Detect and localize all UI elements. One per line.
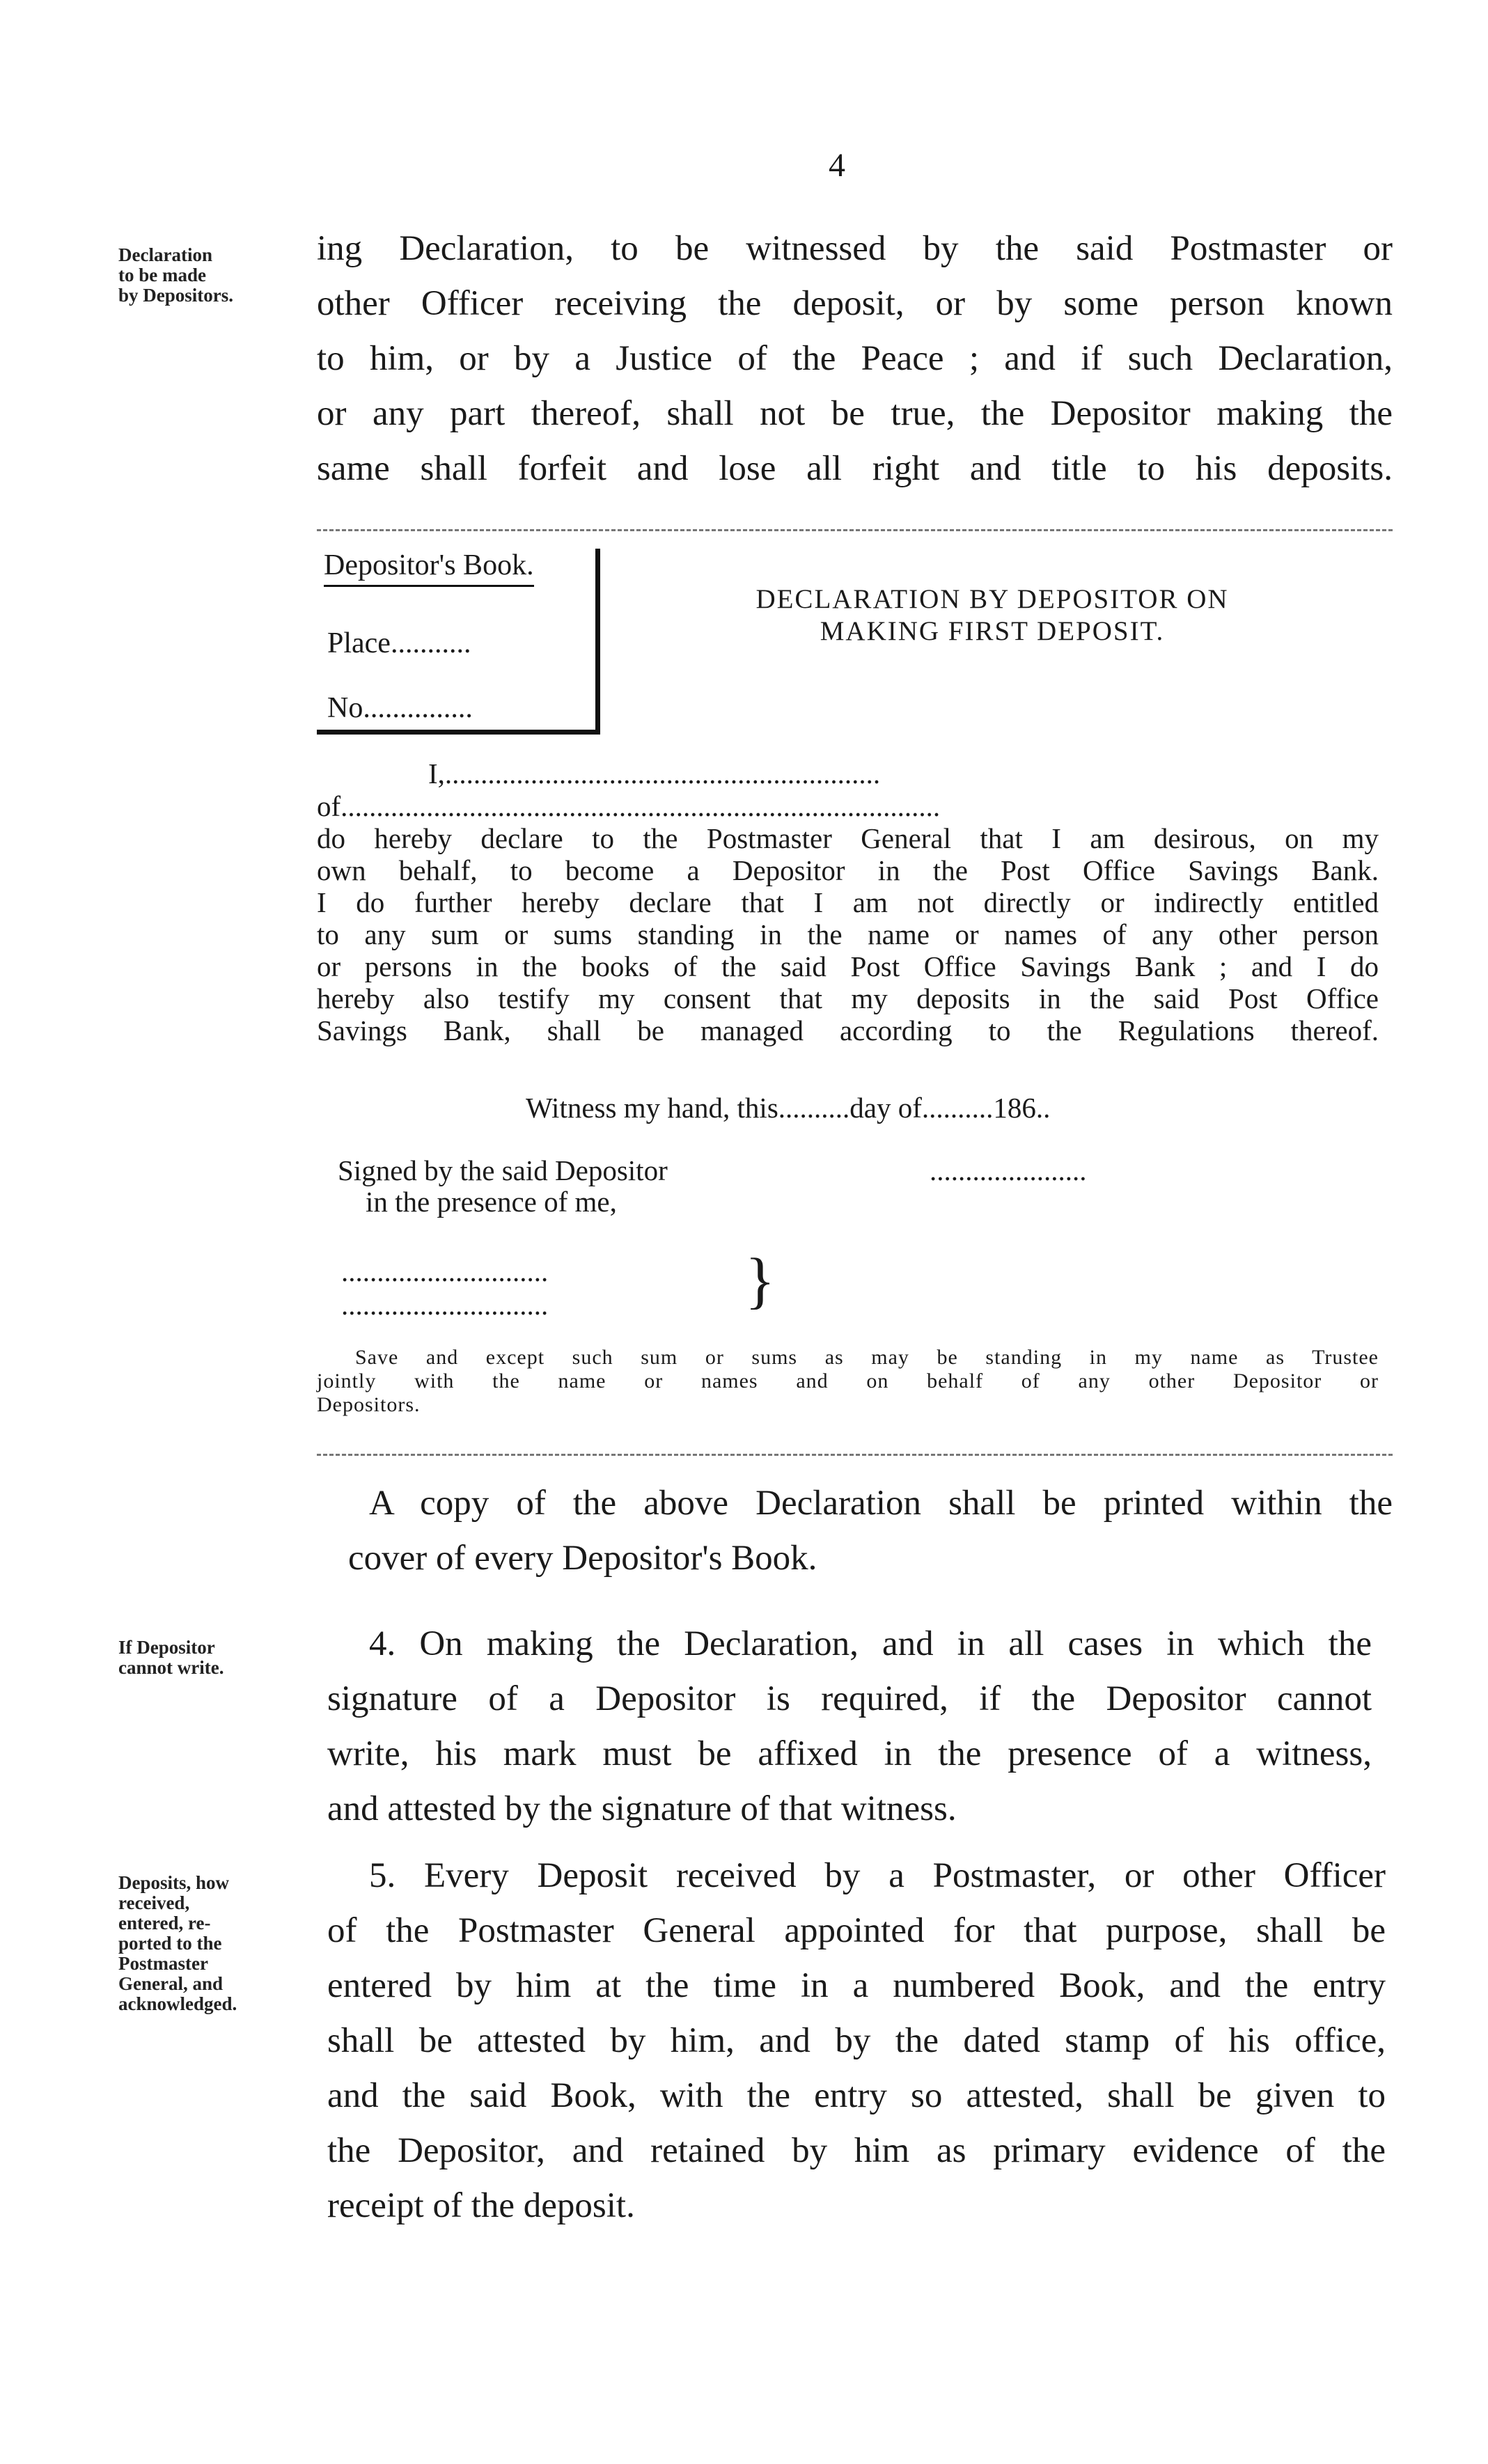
text-line: jointly with the name or names and on behalf of any other Depositor or	[317, 1370, 1379, 1392]
margin-note-cannot-write	[118, 1638, 327, 1678]
text-line: of the Postmaster General appointed for that purpose, shall be	[327, 1911, 1386, 1950]
text-line: shall be attested by him, and by the dated stamp of his office,	[327, 2021, 1386, 2060]
text-line: and the said Book, with the entry so attested, shall be given to	[327, 2076, 1386, 2115]
margin-note-line: acknowledged.	[118, 1993, 237, 2014]
text-line: signature of a Depositor is required, if the Depositor cannot	[327, 1679, 1372, 1718]
text-line: A copy of the above Declaration shall be printed within the	[369, 1484, 1393, 1523]
margin-note-line: ported to the	[118, 1933, 222, 1954]
section-4	[327, 1617, 1372, 1837]
text-line: or any part thereof, shall not be true, the Depositor making the	[317, 394, 1393, 433]
number-field: No...............	[327, 692, 473, 724]
witness-field-2: .............................	[341, 1289, 549, 1321]
depositors-book-box	[317, 549, 600, 735]
text-line: to him, or by a Justice of the Peace ; and if such Declaration,	[317, 339, 1393, 378]
text-line: cover of every Depositor's Book.	[348, 1539, 817, 1578]
margin-note-deposits	[118, 1873, 327, 2014]
declaration-form	[317, 529, 1393, 1456]
intro-paragraph	[317, 221, 1393, 496]
text-line: ing Declaration, to be witnessed by the said Postmaster or	[317, 229, 1393, 268]
witness-field-1: .............................	[341, 1255, 549, 1287]
text-line: Save and except such sum or sums as may be standing in my name as Trustee	[355, 1346, 1379, 1369]
text-line: I do further hereby declare that I am not directly or indirectly entitled	[317, 886, 1379, 918]
text-line: to any sum or sums standing in the name or names of any other person	[317, 918, 1379, 950]
margin-note-line: General, and	[118, 1973, 224, 1994]
declaration-text	[317, 790, 1379, 1046]
text-line: the Depositor, and retained by him as primary evidence of the	[327, 2131, 1386, 2170]
depositor-signature-field: ......................	[930, 1154, 1087, 1186]
page-number: 4	[829, 147, 845, 184]
name-field: I,.............................................................	[428, 758, 881, 790]
margin-note-line: If Depositor	[118, 1637, 215, 1658]
text-line: do hereby declare to the Postmaster General that I am desirous, on my	[317, 822, 1379, 854]
text-line: receipt of the deposit.	[327, 2186, 635, 2225]
margin-note-line: received,	[118, 1892, 190, 1913]
presence-line: in the presence of me,	[366, 1186, 617, 1218]
declaration-title-line: MAKING FIRST DEPOSIT.	[820, 616, 1165, 646]
declaration-title	[679, 583, 1306, 648]
brace-icon: }	[745, 1246, 776, 1315]
margin-note-line: cannot write.	[118, 1657, 224, 1678]
declaration-title-line: DECLARATION BY DEPOSITOR ON	[755, 584, 1229, 614]
margin-note-line: Declaration	[118, 244, 212, 265]
margin-note-line: to be made	[118, 265, 206, 285]
signed-by-line: Signed by the said Depositor	[338, 1154, 668, 1186]
text-line: entered by him at the time in a numbered Book, and the entry	[327, 1966, 1386, 2005]
margin-note-line: Deposits, how	[118, 1872, 230, 1893]
text-line: same shall forfeit and lose all right and title to his deposits.	[317, 449, 1393, 488]
margin-note-line: entered, re-	[118, 1913, 211, 1933]
text-line: own behalf, to become a Depositor in the Post Office Savings Bank.	[317, 854, 1379, 886]
copy-paragraph	[348, 1476, 1393, 1586]
book-title: Depositor's Book.	[324, 549, 534, 587]
text-line: or persons in the books of the said Post Office Savings Bank ; and I do	[317, 950, 1379, 982]
text-line: hereby also testify my consent that my deposits in the said Post Office	[317, 982, 1379, 1014]
text-line: 4. On making the Declaration, and in all cases in which the	[369, 1624, 1372, 1663]
text-line: other Officer receiving the deposit, or by some person known	[317, 284, 1393, 323]
text-line: 5. Every Deposit received by a Postmaster, or other Officer	[369, 1856, 1386, 1895]
of-field: of....................................................................................	[317, 790, 941, 822]
text-line: write, his mark must be affixed in the presence of a witness,	[327, 1734, 1372, 1773]
margin-note-line: Postmaster	[118, 1953, 208, 1974]
form-footnote	[317, 1346, 1379, 1417]
section-5	[327, 1849, 1386, 2234]
witness-date-line: Witness my hand, this..........day of..........186..	[526, 1092, 1051, 1124]
place-field: Place...........	[327, 627, 471, 659]
text-line: Savings Bank, shall be managed according to the Regulations thereof.	[317, 1014, 1379, 1046]
text-line: Depositors.	[317, 1393, 421, 1416]
margin-note-declaration	[118, 245, 327, 306]
margin-note-line: by Depositors.	[118, 285, 234, 306]
text-line: and attested by the signature of that witness.	[327, 1789, 957, 1828]
